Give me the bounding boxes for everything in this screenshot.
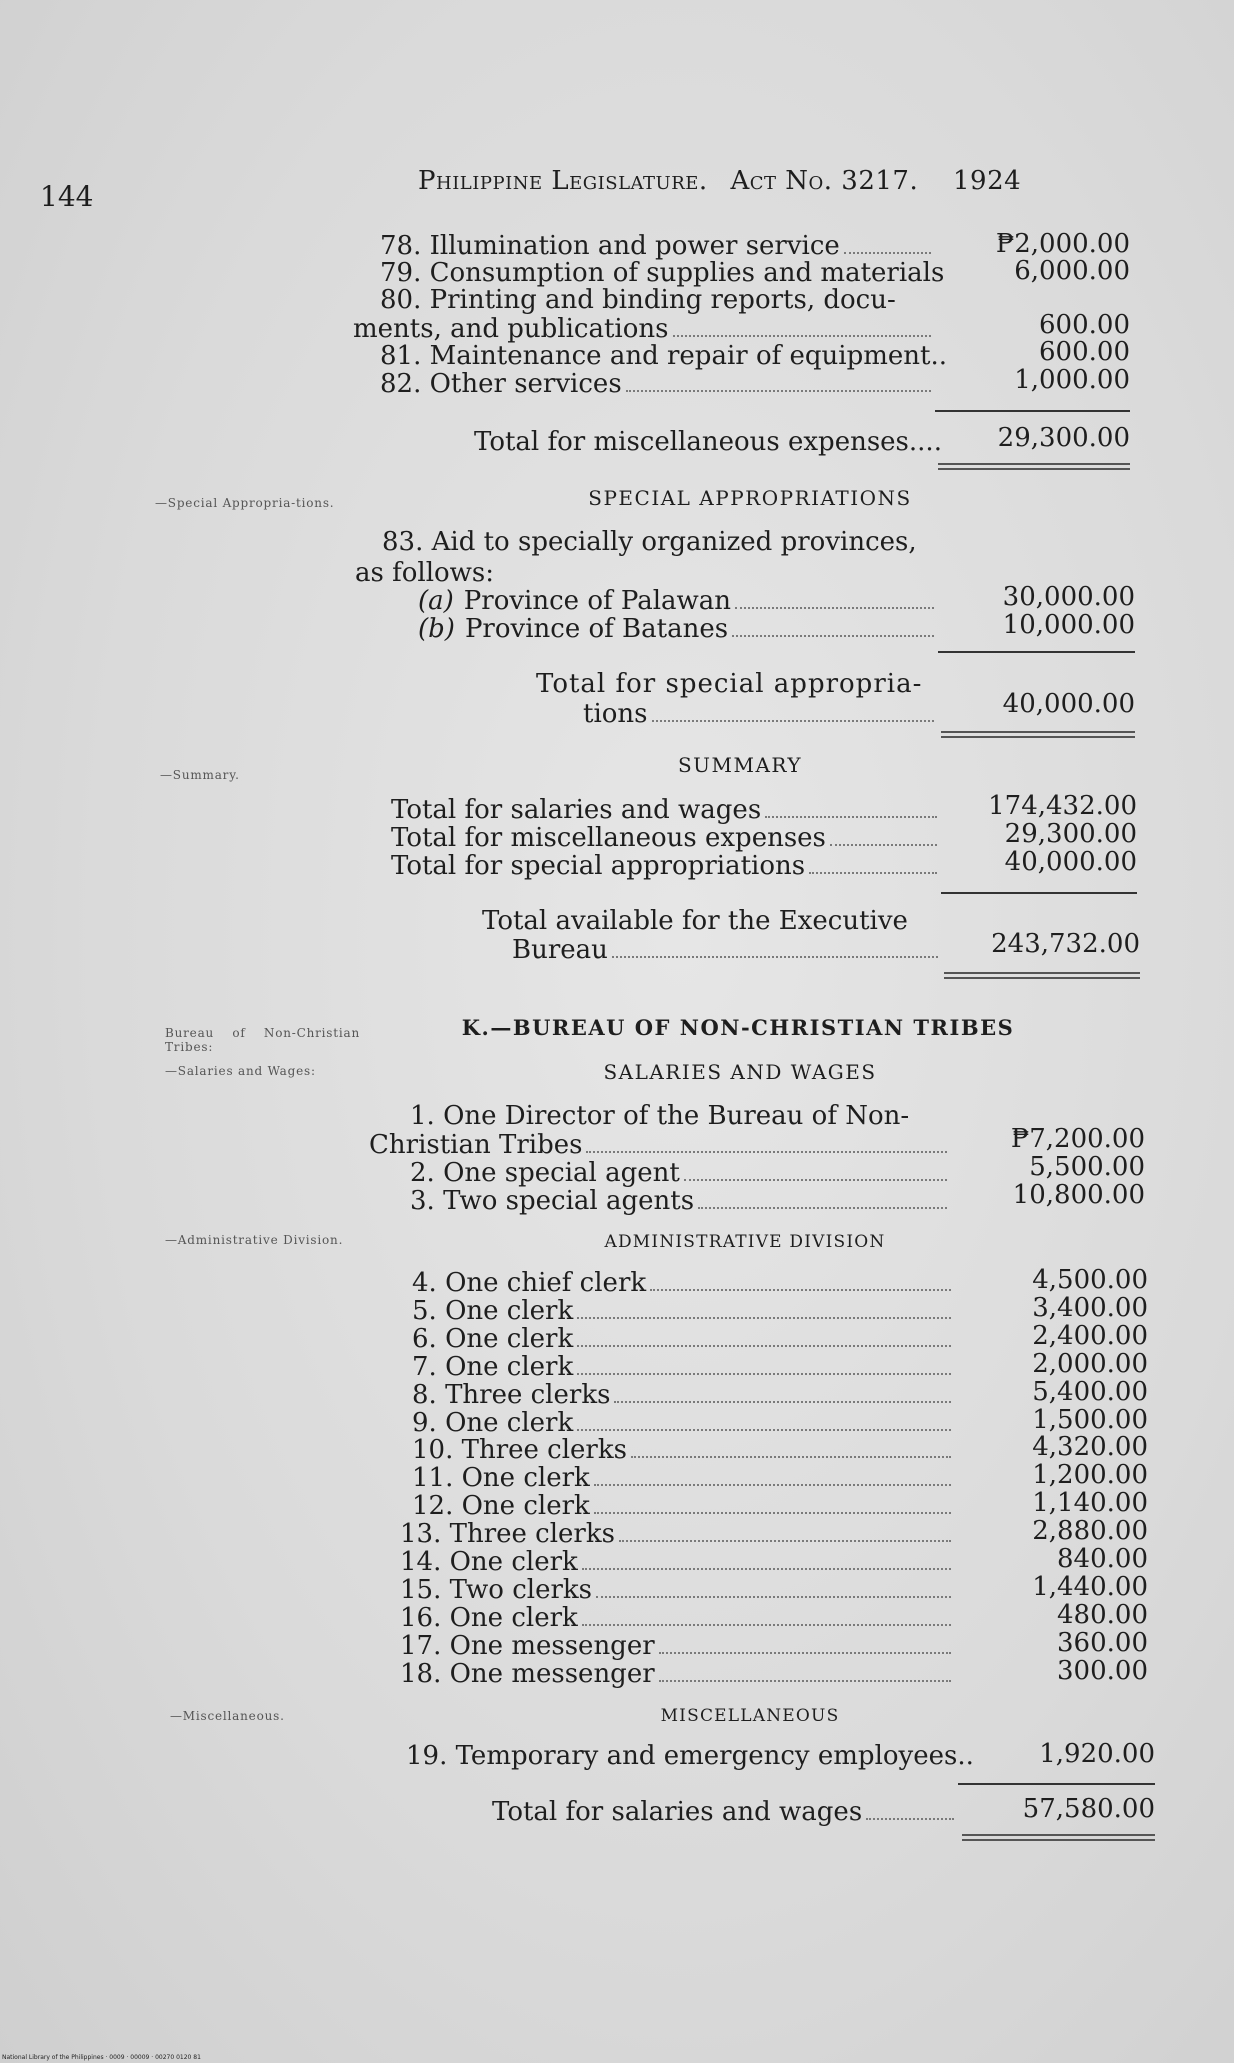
item-amount: 40,000.00 [1004,847,1137,877]
item-text: 16. One clerk [400,1603,578,1633]
list-item [380,232,935,261]
list-item [400,1576,955,1605]
section-heading: SUMMARY [677,753,803,777]
list-item [400,1548,955,1577]
item-text: 11. One clerk [412,1463,590,1493]
leader-dots [830,844,937,846]
total-label: tions [583,699,648,729]
leader-dots [659,1680,951,1682]
item-text: 80. Printing and binding reports, docu- [380,285,896,315]
leader-dots [612,956,938,958]
margin-note: —Salaries and Wages: [165,1064,316,1078]
item-letter: (a) [418,586,454,616]
list-item [412,1325,955,1354]
list-item [410,1159,951,1188]
leader-dots [594,1484,951,1486]
item-amount: 1,920.00 [1039,1739,1155,1769]
item-amount: 29,300.00 [1004,819,1137,849]
total-rule [941,892,1137,894]
total-label-row [583,700,938,729]
leader-dots [631,1456,951,1458]
list-item [380,370,935,399]
list-item [369,1131,951,1160]
item-text: Province of Batanes [464,614,729,644]
leader-dots [582,1624,951,1626]
leader-dots [735,607,934,609]
leader-dots [596,1596,951,1598]
list-item [391,852,941,881]
double-rule [941,731,1135,738]
leader-dots [626,390,931,392]
total-rule [935,410,1130,412]
item-amount: ₱7,200.00 [1010,1124,1145,1154]
leader-dots [594,1512,951,1514]
item-text: 19. Temporary and emergency employees.. [406,1741,974,1771]
total-label: Bureau [512,935,608,965]
item-text: ments, and publications [353,314,669,344]
margin-note: —Miscellaneous. [170,1709,285,1723]
list-item [391,824,941,853]
item-amount: 2,400.00 [1032,1321,1148,1351]
item-amount: 1,440.00 [1032,1572,1148,1602]
leader-dots [577,1429,951,1431]
list-item [412,1492,955,1521]
item-text: Total for special appropriations [391,851,806,881]
item-amount: ₱2,000.00 [995,229,1130,259]
item-text: 9. One clerk [412,1408,574,1438]
list-item [418,615,938,644]
section-heading: ADMINISTRATIVE DIVISION [604,1232,886,1252]
item-amount: 1,500.00 [1032,1405,1148,1435]
item-amount: 2,880.00 [1032,1516,1148,1546]
total-label-row [492,1798,958,1827]
total-amount: 29,300.00 [997,423,1130,453]
leader-dots [586,1151,947,1153]
item-text: 3. Two special agents [410,1186,695,1216]
leader-dots [866,1818,954,1820]
total-label: Total for special appropria- [536,669,923,699]
total-label: Total for miscellaneous expenses.... [474,427,942,457]
page-number: 144 [40,180,94,213]
running-head-act: Act No. 3217. [730,166,919,196]
item-amount: 1,000.00 [1014,365,1130,395]
list-item [400,1632,955,1661]
list-item [412,1436,955,1465]
leader-dots [673,335,932,337]
running-head-year: 1924 [953,166,1022,196]
leader-dots [577,1373,951,1375]
item-amount: 10,800.00 [1012,1180,1145,1210]
list-item [353,315,935,344]
double-rule [938,463,1130,470]
leader-dots [732,635,934,637]
list-item [410,1187,951,1216]
margin-note: —Special Appropria-tions. [155,496,335,510]
running-head-title: Philippine Legislature. [418,166,708,196]
list-item [412,1297,955,1326]
leader-dots [650,1289,951,1291]
leader-dots [577,1317,951,1319]
total-amount: 243,732.00 [991,929,1140,959]
item-amount: 3,400.00 [1032,1293,1148,1323]
item-amount: 1,200.00 [1032,1460,1148,1490]
total-label: Total for salaries and wages [492,1797,863,1827]
item-text: 10. Three clerks [412,1435,627,1465]
list-item [400,1660,955,1689]
leader-dots [614,1401,951,1403]
item-text: 83. Aid to specially organized provinces, [382,527,917,557]
section-heading: K.—BUREAU OF NON-CHRISTIAN TRIBES [461,1015,1015,1040]
total-rule [938,651,1135,653]
leader-dots [582,1568,951,1570]
leader-dots [684,1179,947,1181]
total-label: Total available for the Executive [482,906,908,936]
list-item [412,1381,955,1410]
margin-note: —Administrative Division. [165,1233,344,1247]
list-item [412,1269,955,1298]
item-text: 79. Consumption of supplies and materials [380,258,945,288]
item-text: 13. Three clerks [400,1519,615,1549]
item-amount: 600.00 [1039,310,1130,340]
item-text: 78. Illumination and power service [380,231,840,261]
running-head [418,166,1021,196]
margin-note: Bureau of Non-Christian Tribes: [165,1026,360,1054]
item-amount: 6,000.00 [1014,256,1130,286]
item-text: Christian Tribes [369,1130,583,1160]
item-text: as follows: [355,558,495,588]
list-item [400,1520,955,1549]
item-letter: (b) [418,614,455,644]
leader-dots [659,1652,951,1654]
leader-dots [809,872,937,874]
footer-credit: National Library of the Philippines · 0009 · 00009 · 00270 0120 81 [2,2054,201,2061]
item-amount: 300.00 [1057,1656,1148,1686]
item-amount: 30,000.00 [1002,582,1135,612]
item-text: 82. Other services [380,369,622,399]
section-subheading: SALARIES AND WAGES [603,1060,877,1084]
item-text: 8. Three clerks [412,1380,611,1410]
leader-dots [619,1540,951,1542]
leader-dots [698,1207,947,1209]
list-item [412,1409,955,1438]
item-amount: 4,320.00 [1032,1432,1148,1462]
item-text: 7. One clerk [412,1352,574,1382]
item-amount: 480.00 [1057,1600,1148,1630]
leader-dots [844,252,931,254]
item-text: Total for miscellaneous expenses [391,823,826,853]
item-amount: 2,000.00 [1032,1349,1148,1379]
item-text: 12. One clerk [412,1491,590,1521]
list-item [400,1604,955,1633]
leader-dots [765,816,937,818]
total-amount: 40,000.00 [1002,689,1135,719]
list-item [391,796,941,825]
total-label-row [512,936,942,965]
item-text: Province of Palawan [463,586,732,616]
item-text: 6. One clerk [412,1324,574,1354]
item-text: 14. One clerk [400,1547,578,1577]
item-text: 81. Maintenance and repair of equipment.. [380,341,947,371]
item-text: 1. One Director of the Bureau of Non- [410,1101,910,1131]
double-rule [944,972,1140,979]
section-heading: MISCELLANEOUS [660,1706,840,1726]
item-amount: 600.00 [1039,337,1130,367]
item-amount: 360.00 [1057,1628,1148,1658]
total-rule [958,1783,1155,1785]
item-text: 5. One clerk [412,1296,574,1326]
section-heading: SPECIAL APPROPRIATIONS [588,486,912,510]
leader-dots [577,1345,951,1347]
leader-dots [652,720,934,722]
item-amount: 840.00 [1057,1544,1148,1574]
item-text: Total for salaries and wages [391,795,762,825]
list-item [418,587,938,616]
item-text: 15. Two clerks [400,1575,592,1605]
double-rule [962,1834,1155,1841]
item-amount: 5,400.00 [1032,1377,1148,1407]
item-amount: 174,432.00 [988,791,1137,821]
item-amount: 5,500.00 [1029,1152,1145,1182]
item-text: 4. One chief clerk [412,1268,647,1298]
item-amount: 4,500.00 [1032,1265,1148,1295]
item-amount: 10,000.00 [1002,610,1135,640]
list-item [412,1464,955,1493]
item-text: 17. One messenger [400,1631,655,1661]
item-text: 2. One special agent [410,1158,680,1188]
list-item [412,1353,955,1382]
total-amount: 57,580.00 [1022,1794,1155,1824]
item-text: 18. One messenger [400,1659,655,1689]
item-amount: 1,140.00 [1032,1488,1148,1518]
margin-note: —Summary. [160,768,240,782]
